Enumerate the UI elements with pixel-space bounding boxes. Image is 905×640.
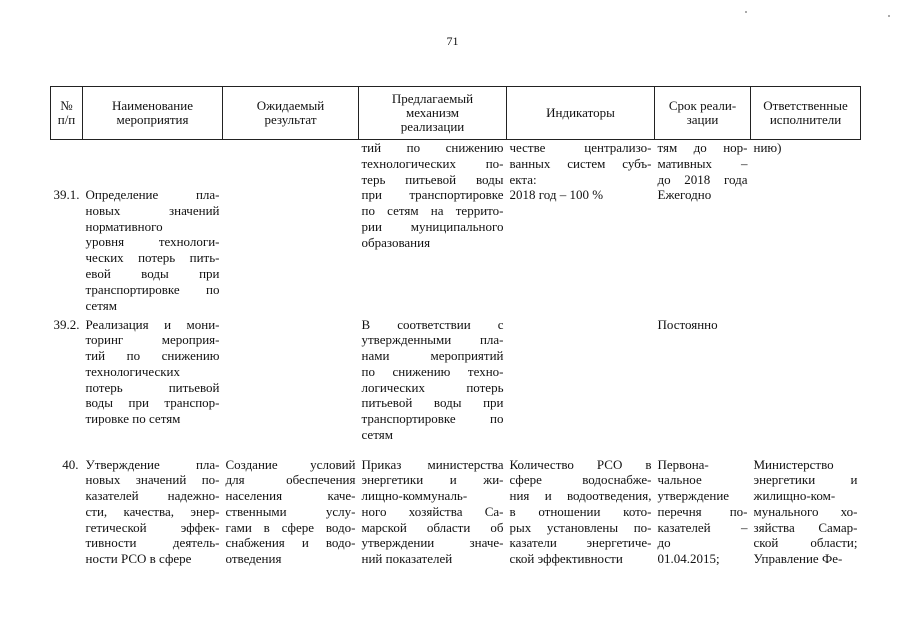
executors xyxy=(751,140,861,315)
cell-text-line: утверждении значе- xyxy=(361,535,504,551)
expected-result xyxy=(223,315,359,453)
cell-text-line: сетям xyxy=(361,427,393,443)
cell-text-line: ческих потерь пить- xyxy=(85,250,220,266)
table-body xyxy=(51,140,861,568)
cell-text-line: ской области; xyxy=(753,535,858,551)
indicators xyxy=(507,315,655,453)
row-number xyxy=(51,315,83,453)
cell-text-line: Утверждение пла- xyxy=(85,456,220,472)
header-text-line: Предлагаемый xyxy=(391,91,474,106)
cell-text-line: Первона- xyxy=(657,456,709,472)
cell-text-line: Министерство xyxy=(753,456,834,472)
header-text-line: Срок реали- xyxy=(668,98,737,113)
cell-text-line: ний показателей xyxy=(361,551,453,567)
cell-text-line: ности РСО в сфере xyxy=(85,551,192,567)
cell-text-line: торинг мероприя- xyxy=(85,332,220,348)
table-row xyxy=(51,453,861,568)
cell-text-line: казателей надежно- xyxy=(85,488,220,504)
cell-text-line: сфере водоснабже- xyxy=(509,472,652,488)
mechanism xyxy=(359,140,507,315)
cell-text-line: екта: xyxy=(509,171,537,187)
header-text-line: реализации xyxy=(400,119,465,134)
header-text-line: Ответственные xyxy=(763,98,848,113)
mechanism xyxy=(359,453,507,568)
header-text-line: Индикаторы xyxy=(546,105,615,120)
cell-text-line: тировке по сетям xyxy=(85,411,181,427)
header-text-line: мероприятия xyxy=(116,112,189,127)
executors xyxy=(751,315,861,453)
cell-text-line: сти, качества, энер- xyxy=(85,503,220,519)
cell-text-line: терь питьевой воды xyxy=(361,171,504,187)
cell-text-line: логических потерь xyxy=(361,379,504,395)
cell-text-line: энергетики и xyxy=(753,472,858,488)
cell-text-line: чальное xyxy=(657,472,702,488)
cell-text-line: евой воды при xyxy=(85,265,220,281)
measures-table-container xyxy=(50,86,860,567)
row-number-text: 39.1. xyxy=(53,187,80,202)
measure-name xyxy=(83,453,223,568)
cell-text-line: ственными услу- xyxy=(225,503,356,519)
cell-text-line: нами мероприятий xyxy=(361,348,504,364)
cell-text-line: тий по снижению xyxy=(85,348,220,364)
cell-text-line: В соответствии с xyxy=(361,316,504,332)
header-text-line: № xyxy=(60,98,73,113)
header-mechanism xyxy=(359,87,507,140)
cell-text-line: при транспортировке xyxy=(361,187,504,203)
cell-text-line: Приказ министерства xyxy=(361,456,504,472)
cell-text-line: по снижению техно- xyxy=(361,363,504,379)
header-number xyxy=(51,87,83,140)
row-number xyxy=(51,453,83,568)
cell-text-line: нию) xyxy=(753,140,782,155)
cell-text-line: Создание условий xyxy=(225,456,356,472)
deadline xyxy=(655,315,751,453)
cell-text-line: ской эффективности xyxy=(509,551,623,567)
cell-text-line: ния и водоотведения, xyxy=(509,488,652,504)
cell-text-line: транспортировке по xyxy=(85,281,220,297)
header-text-line: п/п xyxy=(57,112,76,127)
header-text-line: механизм xyxy=(405,105,459,120)
row-number-text: 39.2. xyxy=(53,316,80,332)
cell-text-line: новых значений xyxy=(85,202,220,218)
cell-text-line: гами в сфере водо- xyxy=(225,519,356,535)
cell-text-line: казателей – xyxy=(657,519,748,535)
executors xyxy=(751,453,861,568)
measure-name xyxy=(83,315,223,453)
cell-text-line: Постоянно xyxy=(657,316,718,332)
cell-text-line: ванных систем субъ- xyxy=(509,155,652,171)
cell-text-line: рых установлены по- xyxy=(509,519,652,535)
cell-text-line: нормативного xyxy=(85,218,163,234)
cell-text-line: Количество РСО в xyxy=(509,456,652,472)
cell-text-line: уровня технологи- xyxy=(85,234,220,250)
cell-text-line: Определение пла- xyxy=(85,187,220,202)
measure-name xyxy=(83,140,223,315)
row-number xyxy=(51,140,83,315)
cell-text-line: утверждение xyxy=(657,488,730,504)
header-text-line: Ожидаемый xyxy=(256,98,325,113)
cell-text-line: снабжения и водо- xyxy=(225,535,356,551)
expected-result xyxy=(223,140,359,315)
expected-result xyxy=(223,453,359,568)
cell-text-line: перечня по- xyxy=(657,503,748,519)
cell-text-line: ного хозяйства Са- xyxy=(361,503,504,519)
cell-text-line: честве централизо- xyxy=(509,140,652,155)
cell-text-line: населения каче- xyxy=(225,488,356,504)
cell-text-line: гетической эффек- xyxy=(85,519,220,535)
cell-text-line: утвержденными пла- xyxy=(361,332,504,348)
cell-text-line: энергетики и жи- xyxy=(361,472,504,488)
header-executors xyxy=(751,87,861,140)
cell-text-line: потерь питьевой xyxy=(85,379,220,395)
header-text-line: результат xyxy=(264,112,317,127)
cell-text-line: 01.04.2015; xyxy=(657,551,720,567)
cell-text-line: до 2018 года xyxy=(657,171,748,187)
cell-text-line: по сетям на террито- xyxy=(361,203,504,219)
table-row xyxy=(51,315,861,453)
header-indicators xyxy=(507,87,655,140)
mechanism xyxy=(359,315,507,453)
indicators xyxy=(507,140,655,315)
cell-text-line: казатели энергетиче- xyxy=(509,535,652,551)
cell-text-line: воды при транспор- xyxy=(85,395,220,411)
cell-text-line: Ежегодно xyxy=(657,187,712,203)
cell-text-line: тям до нор- xyxy=(657,140,748,155)
cell-text-line: мативных – xyxy=(657,155,748,171)
cell-text-line: сетям xyxy=(85,297,117,313)
cell-text-line: транспортировке по xyxy=(361,411,504,427)
cell-text-line: отведения xyxy=(225,551,282,567)
cell-text-line: жилищно-ком- xyxy=(753,488,836,504)
cell-text-line: питьевой воды при xyxy=(361,395,504,411)
cell-text-line: зяйства Самар- xyxy=(753,519,858,535)
cell-text-line: марской области об xyxy=(361,519,504,535)
cell-text-line: для обеспечения xyxy=(225,472,356,488)
indicators xyxy=(507,453,655,568)
cell-text-line: в отношении кото- xyxy=(509,503,652,519)
header-text-line: зации xyxy=(686,112,719,127)
deadline xyxy=(655,453,751,568)
page-number: 71 xyxy=(446,34,459,48)
cell-text-line: Управление Фе- xyxy=(753,551,843,567)
header-result xyxy=(223,87,359,140)
cell-text-line: технологических по- xyxy=(361,155,504,171)
cell-text-line: образования xyxy=(361,234,431,250)
cell-text-line: 2018 год – 100 % xyxy=(509,187,604,203)
header-text-line: исполнители xyxy=(769,112,842,127)
table-row xyxy=(51,140,861,315)
header-deadline xyxy=(655,87,751,140)
table-header-row xyxy=(51,87,861,140)
scan-speck xyxy=(888,15,890,17)
cell-text-line: лищно-коммуналь- xyxy=(361,488,468,504)
scan-speck xyxy=(745,11,747,13)
deadline xyxy=(655,140,751,315)
cell-text-line: Реализация и мони- xyxy=(85,316,220,332)
header-name xyxy=(83,87,223,140)
row-number-text: 40. xyxy=(62,456,79,472)
cell-text-line: мунального хо- xyxy=(753,503,858,519)
cell-text-line: рии муниципального xyxy=(361,218,504,234)
cell-text-line: новых значений по- xyxy=(85,472,220,488)
cell-text-line: тивности деятель- xyxy=(85,535,220,551)
cell-text-line: технологических xyxy=(85,363,181,379)
cell-text-line: тий по снижению xyxy=(361,140,504,155)
measures-table xyxy=(50,86,861,567)
cell-text-line: до xyxy=(657,535,671,551)
header-text-line: Наименование xyxy=(112,98,193,113)
